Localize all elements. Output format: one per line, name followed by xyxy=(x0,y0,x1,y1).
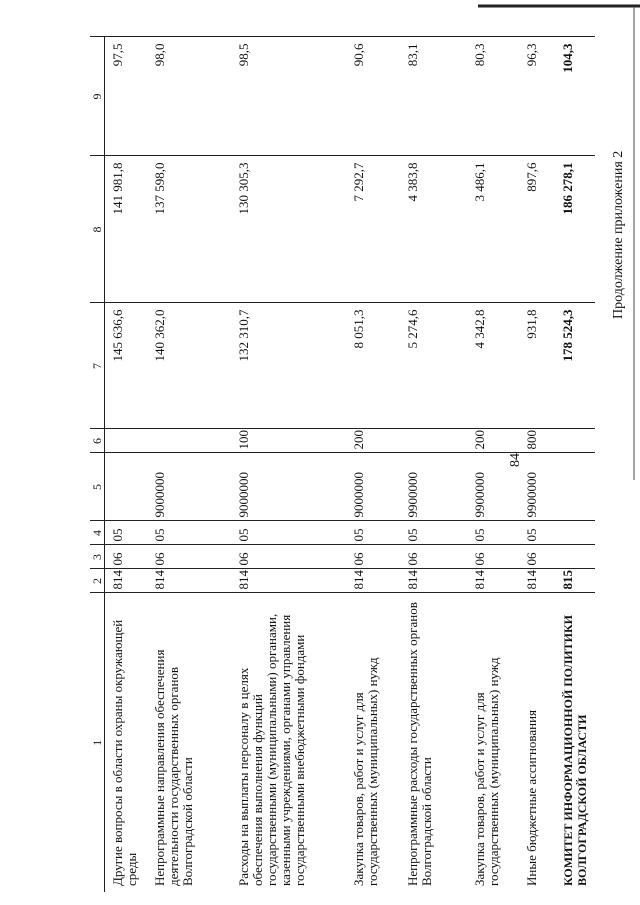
actual-amount: 3 486,1 xyxy=(467,156,519,303)
column-header: 4 xyxy=(90,521,105,545)
target-article-code: 9000000 xyxy=(231,453,346,521)
table-row xyxy=(400,37,466,892)
expense-name: Закупка товаров, работ и услуг для государственных (муниципальных) нужд xyxy=(467,593,519,892)
target-article-code: 9000000 xyxy=(346,453,400,521)
ministry-code: 814 xyxy=(105,569,147,593)
ministry-code: 814 xyxy=(467,569,519,593)
planned-amount: 178 524,3 xyxy=(555,303,595,429)
expense-type-code: 100 xyxy=(231,429,346,453)
ministry-code: 815 xyxy=(555,569,595,593)
target-article-code: 9900000 xyxy=(400,453,466,521)
subsection-code: 05 xyxy=(231,521,346,545)
expense-name: Непрограммные расходы государственных органов Волгоградской области xyxy=(400,593,466,892)
target-article-code: 9900000 xyxy=(519,453,555,521)
table-row xyxy=(467,37,519,892)
column-header: 1 xyxy=(90,593,105,892)
column-header: 9 xyxy=(90,37,105,156)
expense-name: Непрограммные направления обеспечения деятельности государственных органов Волгоградской области xyxy=(147,593,231,892)
column-header: 5 xyxy=(90,453,105,521)
execution-percent: 98,5 xyxy=(231,37,346,156)
target-article-code: 9000000 xyxy=(147,453,231,521)
table-row-total xyxy=(555,37,595,892)
ministry-code: 814 xyxy=(519,569,555,593)
planned-amount: 8 051,3 xyxy=(346,303,400,429)
subsection-code xyxy=(555,521,595,545)
expense-name: Иные бюджетные ассигнования xyxy=(519,593,555,892)
actual-amount: 137 598,0 xyxy=(147,156,231,303)
planned-amount: 140 362,0 xyxy=(147,303,231,429)
expense-name: Закупка товаров, работ и услуг для государственных (муниципальных) нужд xyxy=(346,593,400,892)
page-number: 84 xyxy=(508,453,523,467)
execution-percent: 90,6 xyxy=(346,37,400,156)
actual-amount: 186 278,1 xyxy=(555,156,595,303)
ministry-code: 814 xyxy=(400,569,466,593)
execution-percent: 83,1 xyxy=(400,37,466,156)
table-row xyxy=(147,37,231,892)
subsection-code: 05 xyxy=(147,521,231,545)
actual-amount: 141 981,8 xyxy=(105,156,147,303)
column-header: 8 xyxy=(90,156,105,303)
expense-type-code xyxy=(105,429,147,453)
target-article-code: 9900000 xyxy=(467,453,519,521)
table-row xyxy=(346,37,400,892)
appendix-continuation-note: Продолжение приложения 2 xyxy=(611,150,626,319)
header-row xyxy=(90,37,105,892)
expense-type-code: 200 xyxy=(346,429,400,453)
actual-amount: 897,6 xyxy=(519,156,555,303)
subsection-code: 05 xyxy=(105,521,147,545)
execution-percent: 104,3 xyxy=(555,37,595,156)
execution-percent: 80,3 xyxy=(467,37,519,156)
target-article-code xyxy=(555,453,595,521)
section-code: 06 xyxy=(231,545,346,569)
column-header: 3 xyxy=(90,545,105,569)
section-code: 06 xyxy=(400,545,466,569)
expense-type-code: 200 xyxy=(467,429,519,453)
section-code: 06 xyxy=(467,545,519,569)
planned-amount: 4 342,8 xyxy=(467,303,519,429)
planned-amount: 5 274,6 xyxy=(400,303,466,429)
planned-amount: 132 310,7 xyxy=(231,303,346,429)
column-header: 2 xyxy=(90,569,105,593)
section-code xyxy=(555,545,595,569)
execution-percent: 98,0 xyxy=(147,37,231,156)
ministry-code: 814 xyxy=(231,569,346,593)
subsection-code: 05 xyxy=(467,521,519,545)
section-code: 06 xyxy=(147,545,231,569)
section-code: 06 xyxy=(519,545,555,569)
expense-type-code xyxy=(400,429,466,453)
expense-name: Расходы на выплаты персоналу в целях обеспечения выполнения функций государственными (муниципальными) органами, казенными учреждениями, органами управления государственными внебюджетными фондами xyxy=(231,593,346,892)
table-row xyxy=(231,37,346,892)
planned-amount: 931,8 xyxy=(519,303,555,429)
ministry-code: 814 xyxy=(147,569,231,593)
expense-type-code: 800 xyxy=(519,429,555,453)
section-code: 06 xyxy=(346,545,400,569)
rotated-document-page xyxy=(90,22,640,892)
subsection-code: 05 xyxy=(519,521,555,545)
committee-name: КОМИТЕТ ИНФОРМАЦИОННОЙ ПОЛИТИКИ ВОЛГОГРАДСКОЙ ОБЛАСТИ xyxy=(555,593,595,892)
table-row xyxy=(105,37,147,892)
budget-table xyxy=(90,37,595,893)
target-article-code xyxy=(105,453,147,521)
actual-amount: 4 383,8 xyxy=(400,156,466,303)
expense-type-code xyxy=(555,429,595,453)
actual-amount: 7 292,7 xyxy=(346,156,400,303)
actual-amount: 130 305,3 xyxy=(231,156,346,303)
execution-percent: 97,5 xyxy=(105,37,147,156)
planned-amount: 145 636,6 xyxy=(105,303,147,429)
column-header: 6 xyxy=(90,429,105,453)
ministry-code: 814 xyxy=(346,569,400,593)
column-header: 7 xyxy=(90,303,105,429)
expense-type-code xyxy=(147,429,231,453)
execution-percent: 96,3 xyxy=(519,37,555,156)
expense-name: Другие вопросы в области охраны окружающей среды xyxy=(105,593,147,892)
subsection-code: 05 xyxy=(400,521,466,545)
section-code: 06 xyxy=(105,545,147,569)
subsection-code: 05 xyxy=(346,521,400,545)
table-row xyxy=(519,37,555,892)
